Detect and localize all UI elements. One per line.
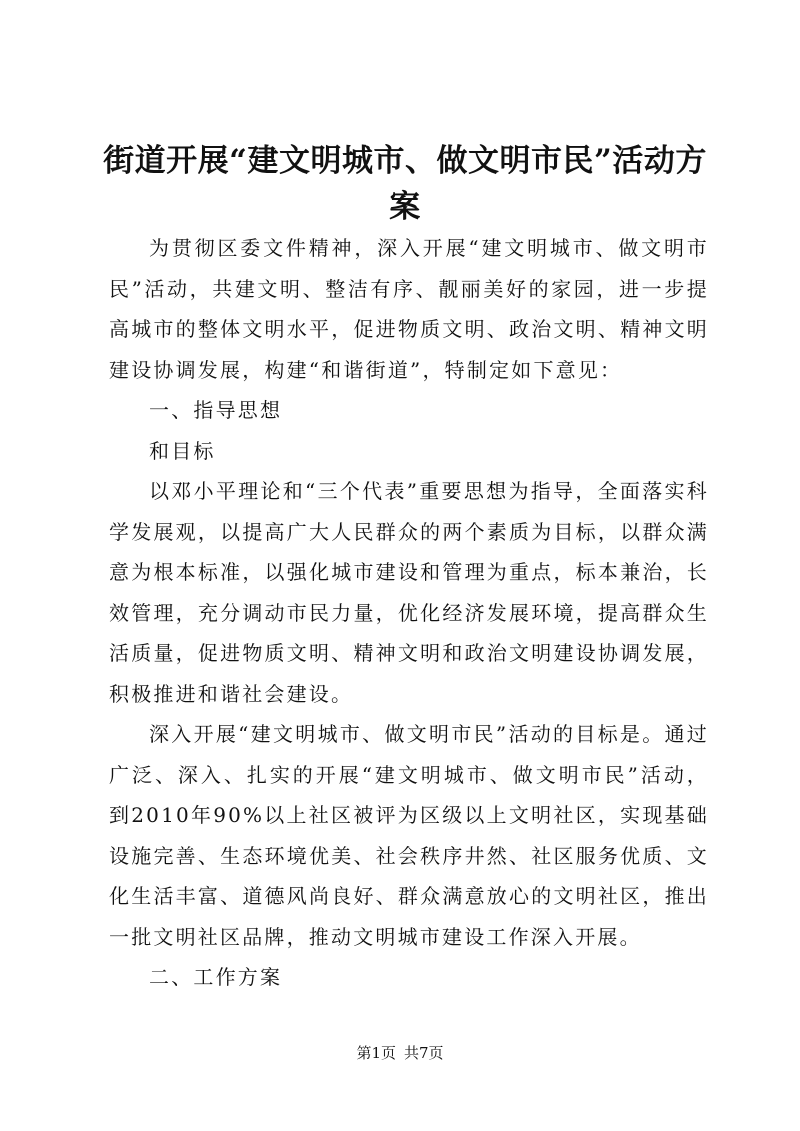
section-heading-work-plan: 二、工作方案: [149, 965, 283, 989]
section-heading-continuation: 和目标: [149, 438, 216, 463]
document-body: [109, 228, 709, 998]
intro-paragraph: 为贯彻区委文件精神，深入开展“建文明城市、做文明市民”活动，共建文明、整洁有序、靓丽美好的家园，进一步提高城市的整体文明水平，促进物质文明、政治文明、精神文明建设协调发展，构建“和谐街道”，特制定如下意见：: [109, 236, 709, 382]
page-number: 第1页: [356, 1044, 396, 1062]
page-footer: [0, 1043, 800, 1063]
goal-paragraph: 深入开展“建文明城市、做文明市民”活动的目标是。通过广泛、深入、扎实的开展“建文明城市、做文明市民”活动，到2010年90%以上社区被评为区级以上文明社区，实现基础设施完善、生态环境优美、社会秩序井然、社区服务优质、文化生活丰富、道德风尚良好、群众满意放心的文明社区，推出一批文明社区品牌，推动文明城市建设工作深入开展。: [109, 722, 709, 949]
section-heading-guiding-thought: 一、指导思想: [149, 398, 283, 422]
document-title: 街道开展“建文明城市、做文明市民”活动方案: [103, 143, 707, 225]
guiding-principle-paragraph: 以邓小平理论和“三个代表”重要思想为指导，全面落实科学发展观，以提高广大人民群众的两个素质为目标，以群众满意为根本标准，以强化城市建设和管理为重点，标本兼治，长效管理，充分调动市民力量，优化经济发展环境，提高群众生活质量，促进物质文明、精神文明和政治文明建设协调发展，积极推进和谐社会建设。: [109, 479, 709, 706]
page-total: 共7页: [404, 1044, 444, 1062]
